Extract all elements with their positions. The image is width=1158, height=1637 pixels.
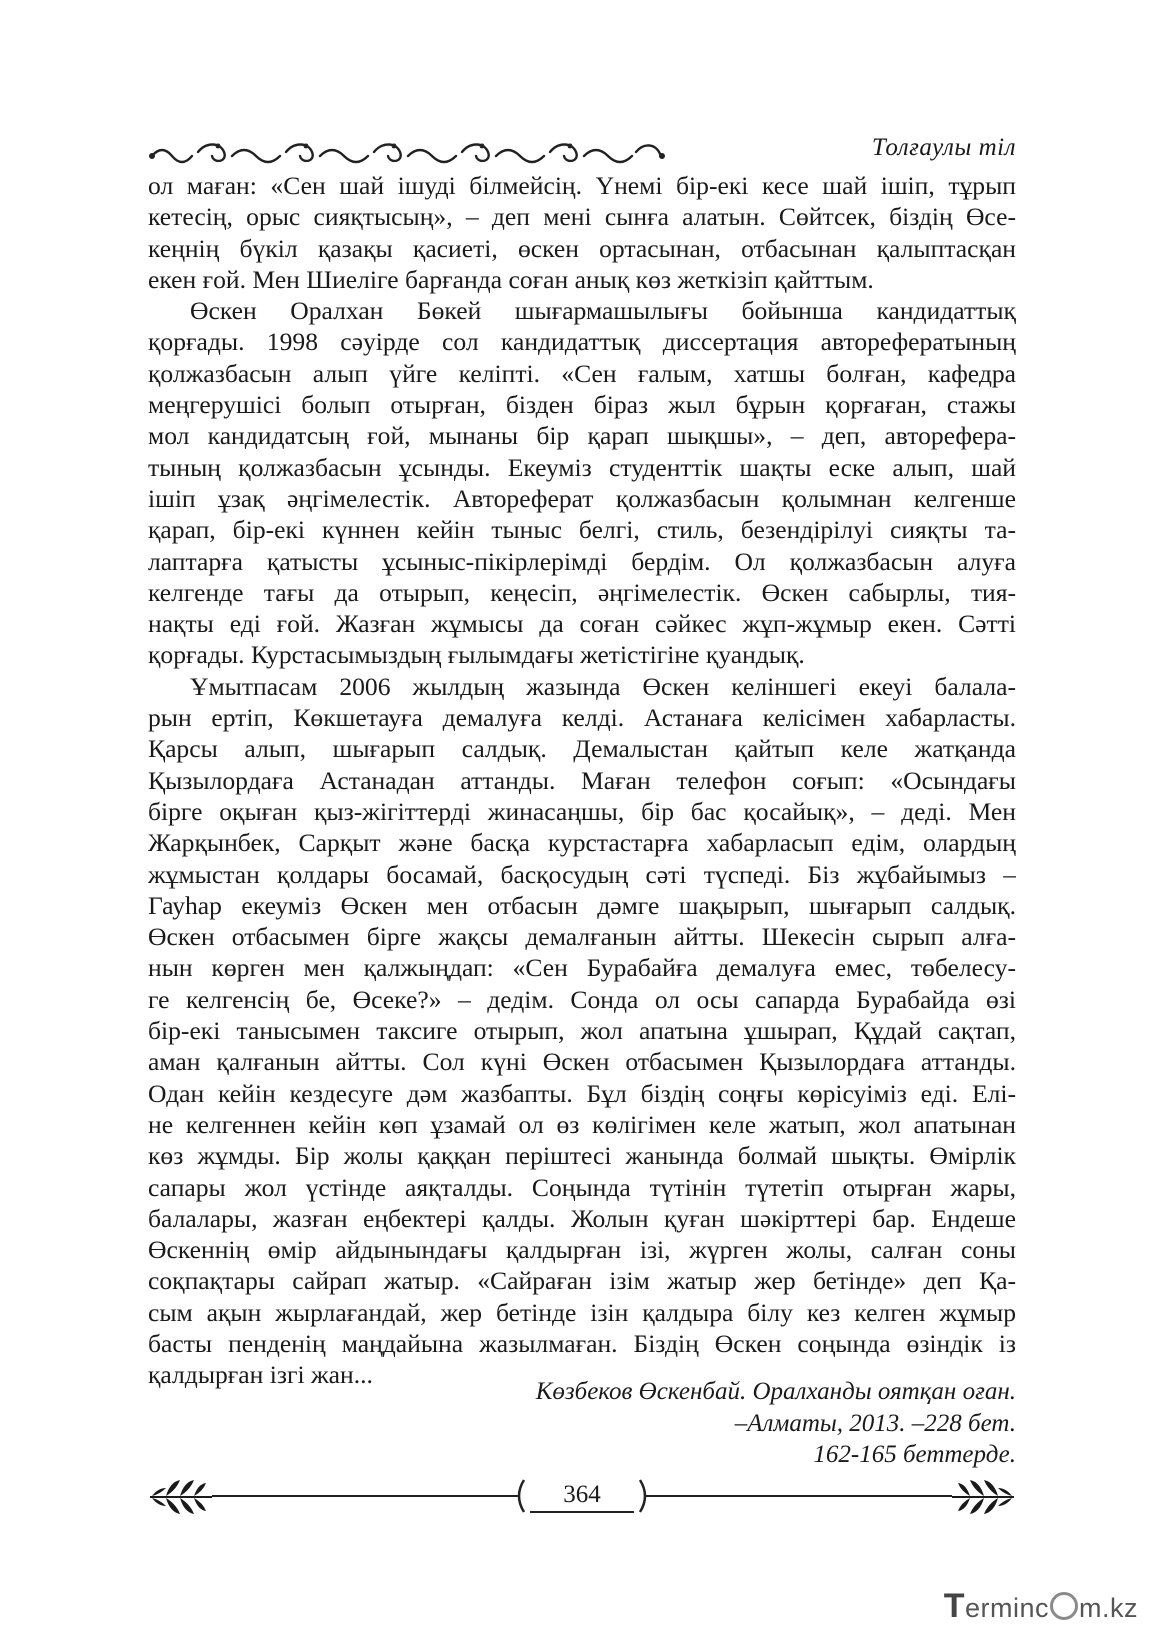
text-line: бір-екі танысымен таксиге отырып, жол апатына ұшырап, Құдай сақтап, — [148, 1016, 1016, 1046]
page-footer — [148, 1476, 1016, 1516]
text-line: жұмыстан қолдары босамай, басқосудың сәті түспеді. Біз жұбайымыз – — [148, 859, 1016, 889]
site-watermark — [944, 1587, 1138, 1626]
text-line: қолжазбасын алып үйге келіпті. «Сен ғалым, хатшы болған, кафедра — [148, 358, 1016, 388]
text-line: балалары, жазған еңбектері қалды. Жолын қуған шәкірттері бар. Ендеше — [148, 1203, 1016, 1233]
text-line: бірге оқыған қыз-жігіттерді жинасаңшы, бір бас қосайық», – деді. Мен — [148, 796, 1016, 826]
citation-line: –Алматы, 2013. –228 бет. — [734, 1409, 1016, 1437]
text-line: рын ертіп, Көкшетауға демалуға келді. Астанаға келісімен хабарласты. — [148, 703, 1016, 733]
text-line: меңгерушісі болып отырған, бізден біраз жыл бұрын қорғаған, стажы — [148, 390, 1016, 420]
page-number: 364 — [563, 1481, 601, 1508]
text-line: соқпақтары сайрап жатыр. «Сайраған ізім жатыр жер бетінде» деп Қа- — [148, 1266, 1016, 1296]
text-line: Гауһар екеуміз Өскен мен отбасын дәмге шақырып, шығарып салдық. — [148, 890, 1016, 920]
text-line: кеңнің бүкіл қазақы қасиеті, өскен ортасынан, отбасынан қалыптасқан — [148, 233, 1016, 263]
text-line: қорғады. 1998 сәуірде сол кандидаттық диссертация авторефератының — [148, 327, 1016, 357]
text-line: мол кандидатсың ғой, мынаны бір қарап шықшы», – деп, авторефера- — [148, 421, 1016, 451]
text-line: ол маған: «Сен шай ішуді білмейсің. Үнемі бір-екі кесе шай ішіп, тұрып — [148, 171, 1016, 200]
text-line: басты пенденің маңдайына жазылмаған. Біздің Өскен соңында өзіндік із — [148, 1328, 1016, 1358]
scroll-ornament-icon — [148, 138, 668, 166]
watermark-initial: T — [943, 1587, 965, 1625]
text-line: Қарсы алып, шығарып салдық. Демалыстан қайтып келе жатқанда — [148, 734, 1016, 764]
text-line: сым ақын жырлағандай, жер бетінде ізін қалдыра білу кез келген жұмыр — [148, 1297, 1016, 1327]
text-line: екен ғой. Мен Шиеліге барғанда соған анық көз жеткізіп қайттым. — [148, 264, 874, 294]
source-citation — [536, 1376, 1016, 1471]
text-line: Қызылордаға Астанадан аттанды. Маған телефон соғып: «Осындағы — [148, 765, 1016, 795]
text-line: Өскен Оралхан Бөкей шығармашылығы бойынша кандидаттық — [190, 296, 1016, 326]
citation-line: Көзбеков Өскенбай. Оралханды оятқан оған. — [535, 1378, 1016, 1405]
text-line: көз жұмды. Бір жолы қаққан періштесі жанында болмай шықты. Өмірлік — [148, 1141, 1016, 1171]
text-line: Ұмытпасам 2006 жылдың жазында Өскен келіншегі екеуі балала- — [190, 671, 1016, 701]
text-line: қарап, бір-екі күннен кейін тыныс белгі, стиль, безендірілуі сияқты та- — [148, 515, 1016, 545]
text-line: нын көрген мен қалжыңдап: «Сен Бурабайға демалуға емес, төбелесу- — [148, 953, 1016, 983]
text-line: келгенде тағы да отырып, кеңесіп, әңгімелестік. Өскен сабырлы, тия- — [148, 577, 1016, 607]
text-line: Өскеннің өмір айдынындағы қалдырған ізі, жүрген жолы, салған соны — [148, 1235, 1016, 1265]
citation-line: 162-165 беттерде. — [813, 1441, 1016, 1468]
watermark-text: erminc — [964, 1593, 1049, 1623]
text-line: нақты еді ғой. Жазған жұмысы да соған сәйкес жұп-жұмыр екен. Сәтті — [148, 609, 1016, 639]
text-line: не келгеннен кейін көп ұзамай ол өз көлігімен келе жатып, жол апатынан — [148, 1109, 1016, 1139]
text-line: ішіп ұзақ әңгімелестік. Автореферат қолжазбасын қолымнан келгенше — [148, 483, 1016, 513]
text-line: тының қолжазбасын ұсынды. Екеуміз студенттік шақты еске алып, шай — [148, 452, 1016, 482]
text-line: Жарқынбек, Сарқыт және басқа курстастарға хабарласып едім, олардың — [148, 828, 1016, 858]
running-header-title: Толғаулы тіл — [871, 134, 1016, 161]
text-line: қалдырған ізгі жан... — [148, 1360, 373, 1390]
text-line: ге келгенсің бе, Өсеке?» – дедім. Сонда ол осы сапарда Бурабайда өзі — [148, 984, 1016, 1014]
circle-logo-icon — [1050, 1592, 1078, 1620]
text-line: қорғады. Курстасымыздың ғылымдағы жетістігіне қуандық. — [148, 640, 805, 670]
article-body — [148, 170, 1016, 1391]
text-line: Өскен отбасымен бірге жақсы демалғанын айтты. Шекесін сырып алға- — [148, 922, 1016, 952]
text-line: аман қалғанын айтты. Сол күні Өскен отбасымен Қызылордаға аттанды. — [148, 1047, 1016, 1077]
page-header — [148, 130, 1016, 170]
text-line: кетесің, орыс сияқтысың», – деп мені сынға алатын. Сөйтсек, біздің Өсе- — [148, 202, 1016, 232]
text-line: лаптарға қатысты ұсыныс-пікірлерімді бердім. Ол қолжазбасын алуға — [148, 546, 1016, 576]
watermark-text: m.kz — [1079, 1593, 1138, 1623]
text-line: Одан кейін кездесуге дәм жазбапты. Бұл біздің соңғы көрісуіміз еді. Елі- — [148, 1078, 1016, 1108]
text-line: сапары жол үстінде аяқталды. Соңында түтінін түтетіп отырған жары, — [148, 1172, 1016, 1202]
